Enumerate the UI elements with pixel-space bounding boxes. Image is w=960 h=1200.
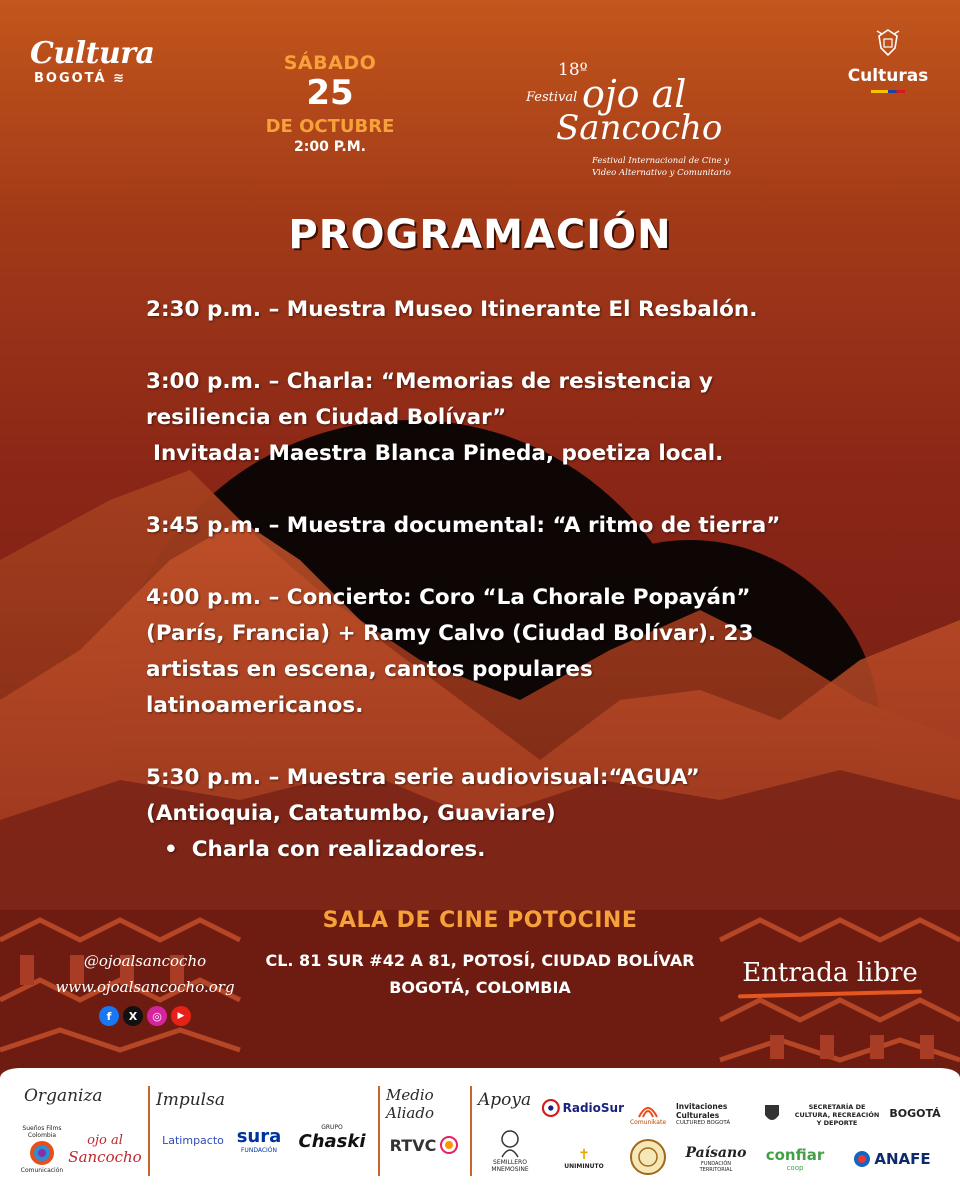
logo-ojo-al-sancocho: ojo al Sancocho: [68, 1132, 142, 1166]
logo-uniminuto: ✝ UNIMINUTO: [564, 1146, 604, 1170]
event-date: [255, 52, 405, 155]
footer-divider-1: [148, 1086, 150, 1176]
shield-icon: [763, 1103, 781, 1125]
footer-divider-3: [470, 1086, 472, 1176]
program-item-2-line-1: 3:00 p.m. – Charla: “Memorias de resistencia y: [146, 369, 713, 394]
facebook-icon[interactable]: f: [99, 1006, 119, 1026]
venue-address-line-2: BOGOTÁ, COLOMBIA: [389, 978, 571, 997]
logo-invitaciones-culturales: Invitaciones Culturales CULTURED BOGOTÁ: [676, 1102, 731, 1126]
label-apoya: Apoya: [478, 1090, 532, 1110]
x-icon[interactable]: X: [123, 1006, 143, 1026]
instagram-icon[interactable]: ◎: [147, 1006, 167, 1026]
event-weekday: SÁBADO: [283, 52, 377, 74]
venue-address-line-1: CL. 81 SUR #42 A 81, POTOSÍ, CIUDAD BOLÍVAR: [265, 951, 695, 970]
venue-address: [240, 947, 720, 1001]
program-list: [146, 292, 846, 868]
anafe-icon: [853, 1150, 871, 1168]
social-handle[interactable]: @ojoalsancocho: [83, 952, 207, 970]
suenos-films-icon: [28, 1139, 56, 1167]
program-item-4-line-3: artistas en escena, cantos populares: [146, 657, 593, 682]
semillero-icon: [496, 1129, 524, 1159]
logo-bogota: BOGOTÁ: [889, 1106, 941, 1120]
event-day-number: 25: [306, 73, 354, 113]
event-month: DE OCTUBRE: [265, 116, 395, 137]
comunikate-icon: [637, 1099, 659, 1119]
program-item-5-line-1: 5:30 p.m. – Muestra serie audiovisual:“AGUA”: [146, 765, 700, 790]
cultura-bogota-logo: [30, 36, 155, 86]
logo-paisano: Paísano FUNDACIÓN TERRITORIAL: [685, 1145, 747, 1173]
venue-name: SALA DE CINE POTOCINE: [322, 908, 638, 933]
header: [0, 0, 960, 200]
radiosur-icon: [542, 1098, 560, 1118]
program-item-5-line-2: (Antioquia, Catatumbo, Guaviare): [146, 801, 556, 826]
colombia-flag-stripe: [871, 90, 905, 93]
sponsors-footer: [0, 1068, 960, 1200]
waves-icon: ≋: [113, 71, 127, 86]
program-item-4-line-2: (París, Francia) + Ramy Calvo (Ciudad Bolívar). 23: [146, 621, 754, 646]
logo-sura: sura FUNDACIÓN: [236, 1126, 282, 1154]
logo-secretaria-cultura: SECRETARÍA DE CULTURA, RECREACIÓN Y DEPORTE: [794, 1103, 880, 1127]
website-link[interactable]: www.ojoalsancocho.org: [55, 978, 235, 996]
logo-confiar: confiar coop: [765, 1146, 825, 1172]
youtube-icon[interactable]: ▶: [171, 1006, 191, 1026]
festival-subtitle-2: Video Alternativo y Comunitario: [592, 168, 731, 178]
program-item-4-line-1: 4:00 p.m. – Concierto: Coro “La Chorale Popayán”: [146, 585, 751, 610]
festival-edition: 18º: [558, 60, 588, 80]
ministerio-culturas-logo: [838, 28, 938, 93]
logo-circular-seal: [622, 1134, 674, 1180]
festival-sancocho: Sancocho: [556, 108, 723, 148]
program-item-1: 2:30 p.m. – Muestra Museo Itinerante El Resbalón.: [146, 297, 758, 322]
label-organiza: Organiza: [24, 1086, 103, 1106]
event-time: 2:00 P.M.: [294, 139, 366, 155]
logo-alcaldia-shield: [756, 1096, 788, 1132]
program-item-2-guest: Invitada: Maestra Blanca Pineda, poetiza local.: [153, 441, 724, 466]
logo-rtvc: RTVC: [386, 1130, 462, 1160]
logo-comunikate: Comunikate: [624, 1094, 672, 1130]
label-medio-aliado: Medio Aliado: [386, 1086, 435, 1122]
free-entry: [730, 958, 930, 996]
program-item-4-line-4: latinoamericanos.: [146, 693, 364, 718]
festival-word: Festival: [526, 90, 578, 105]
program-item-3: 3:45 p.m. – Muestra documental: “A ritmo de tierra”: [146, 513, 781, 538]
logo-grupo-chaski: GRUPO Chaski: [298, 1124, 366, 1152]
logo-latimpacto: Latimpacto: [162, 1133, 224, 1147]
page-title: PROGRAMACIÓN: [288, 212, 672, 258]
culturas-label: Culturas: [847, 66, 929, 86]
social-icons: [40, 1006, 250, 1026]
bogota-logo-text: BOGOTÁ ≋: [34, 71, 127, 86]
venue-block: [240, 908, 720, 1001]
rtvc-icon: [440, 1136, 458, 1154]
festival-ojo-al-sancocho-logo: [520, 58, 731, 188]
coat-of-arms-icon: [873, 28, 903, 58]
footer-divider-2: [378, 1086, 380, 1176]
cultura-logo-text: Cultura: [30, 36, 155, 71]
logo-radiosur: RadioSur: [542, 1094, 624, 1122]
social-block: [40, 948, 250, 1026]
logo-suenos-films: Sueños Films Colombia Comunicación: [20, 1124, 64, 1174]
program-item-2-line-2: resiliencia en Ciudad Bolívar”: [146, 405, 507, 430]
logo-semillero-mnemosine: SEMILLERO MNEMOSINE: [482, 1120, 538, 1182]
free-entry-text: Entrada libre: [742, 958, 918, 988]
seal-icon: [629, 1138, 667, 1176]
label-impulsa: Impulsa: [156, 1090, 225, 1110]
festival-ojo: ojo al: [582, 72, 687, 116]
logo-anafe: ANAFE: [850, 1144, 934, 1174]
festival-subtitle-1: Festival Internacional de Cine y: [592, 156, 730, 166]
program-item-5-bullet: • Charla con realizadores.: [146, 832, 846, 868]
